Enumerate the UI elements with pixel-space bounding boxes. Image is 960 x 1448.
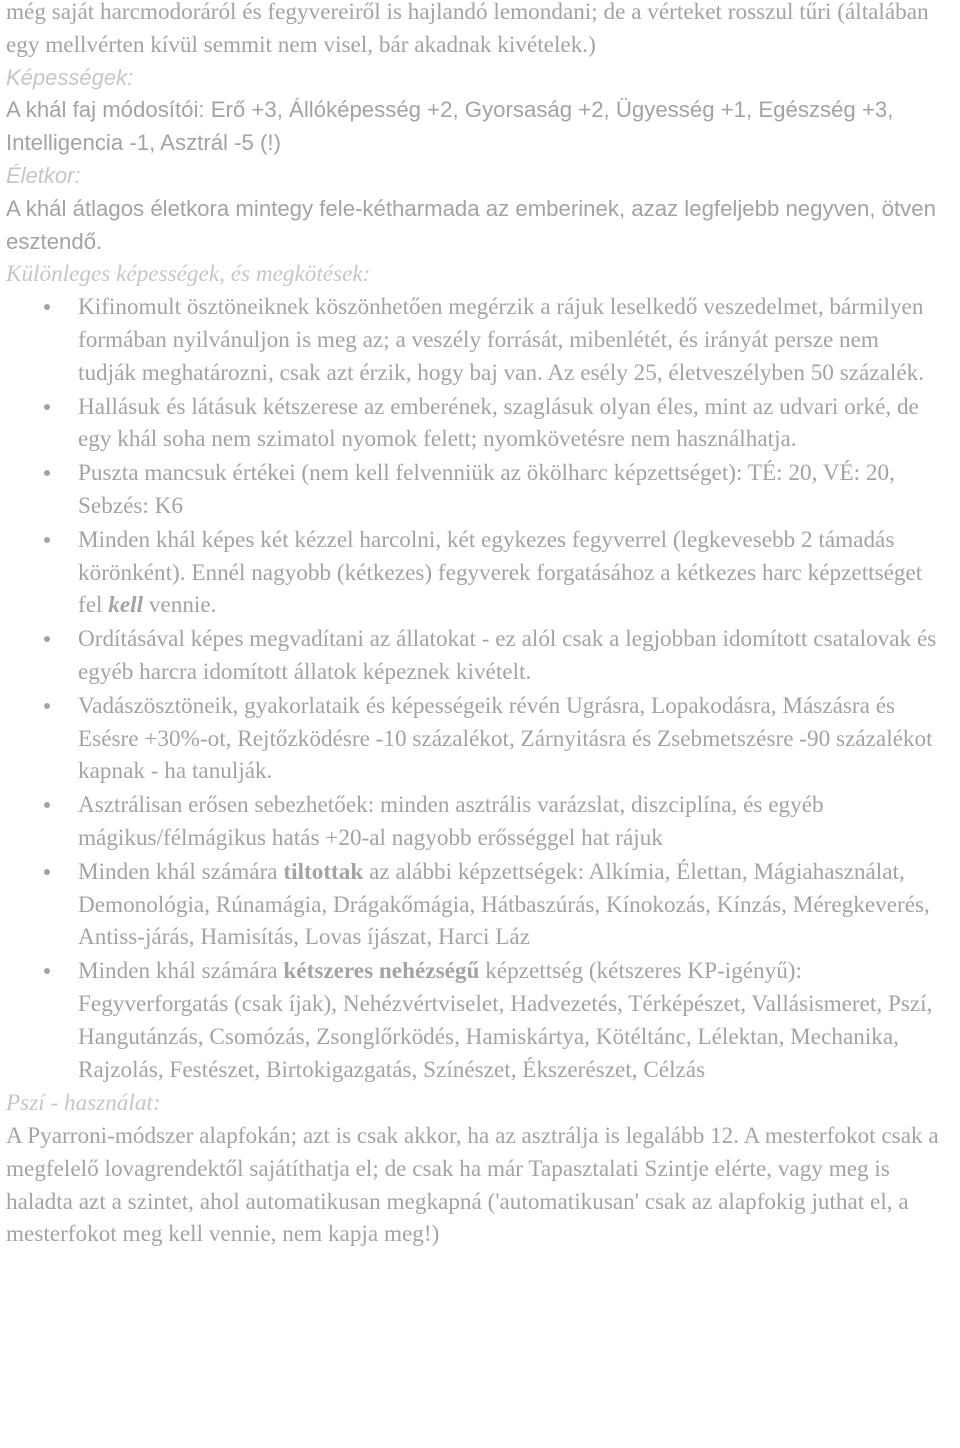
abilities-heading: Képességek: (6, 64, 134, 90)
list-item (6, 457, 942, 523)
psi-heading: Pszí - használat: (6, 1090, 161, 1117)
list-item-text-before: Minden khál számára (78, 858, 284, 885)
emphasis-text: tiltottak (283, 858, 364, 885)
emphasis-text: kétszeres nehézségű (283, 958, 480, 985)
bullet-icon (44, 470, 50, 476)
list-item-text: Vadászösztöneik, gyakorlataik és képességeik révén Ugrásra, Lopakodásra, Mászásra és Esésre +30%-ot, Rejtőzködésre -10 százalékot, Zárnyitásra és Zsebmetszésre -90 százalékot kapnak - ha tanulják. (78, 692, 933, 785)
bullet-icon (44, 703, 50, 709)
intro-paragraph: még saját harcmodoráról és fegyvereiről is hajlandó lemondani; de a vérteket rosszul tűri (általában egy mellvérten kívül semmit nem visel, bár akadnak kivételek.) (6, 0, 929, 58)
list-item-text-after: az alábbi képzettségek: Alkímia, Élettan, Mágiahasználat, Demonológia, Rúnamágia, Drágakőmágia, Hátbaszúrás, Kínokozás, Kínzás, Méregkeverés, Antiss-járás, Hamisítás, Lovas íjászat, Harci Láz (78, 858, 930, 951)
bullet-icon (44, 802, 50, 808)
list-item-text: Puszta mancsuk értékei (nem kell felvenniük az ökölharc képzettséget): TÉ: 20, VÉ: 20, Sebzés: K6 (78, 460, 895, 519)
list-item (6, 524, 942, 622)
list-item (6, 690, 942, 788)
bullet-icon (44, 537, 50, 543)
psi-paragraph: A Pyarroni-módszer alapfokán; azt is csak akkor, ha az asztrálja is legalább 12. A mesterfokot csak a megfelelő lovagrendektől sajátíthatja el; de csak ha már Tapasztalati Szintje elérte, vagy meg is haladta azt a szintet, ahol automatikusan megkapná ('automatikusan' csak az alapfokig juthat el, a mesterfokot meg kell vennie, nem kapja meg!) (6, 1123, 939, 1248)
list-item (6, 291, 942, 389)
emphasis-text: kell (108, 592, 144, 619)
list-item (6, 856, 942, 954)
special-abilities-list (6, 291, 942, 1086)
list-item-text-before: Minden khál képes két kézzel harcolni, két egykezes fegyverrel (legkevesebb 2 támadás körönként). Ennél nagyobb (kétkezes) fegyverek forgatásához a kétkezes harc képzettséget fel (78, 526, 923, 619)
bullet-icon (44, 404, 50, 410)
list-item-text-before: Minden khál számára (78, 958, 284, 985)
list-item-text: Hallásuk és látásuk kétszerese az emberének, szaglásuk olyan éles, mint az udvari orké, de egy khál soha nem szimatol nyomok felett; nyomkövetésre nem használhatja. (78, 393, 919, 453)
abilities-paragraph: A khál faj módosítói: Erő +3, Állóképesség +2, Gyorsaság +2, Ügyesség +1, Egészség +3, Intelligencia -1, Asztrál -5 (!) (6, 97, 894, 156)
list-item-text: Ordításával képes megvadítani az állatokat - ez alól csak a legjobban idomított csatalovak és egyéb harcra idomított állatok képeznek kivételt. (78, 626, 937, 685)
bullet-icon (44, 304, 50, 310)
list-item (6, 623, 942, 689)
list-item (6, 391, 942, 457)
list-item-text-after: vennie. (143, 592, 217, 619)
bullet-icon (44, 968, 50, 974)
list-item-text: Asztrálisan erősen sebezhetőek: minden asztrális varázslat, diszciplína, és egyéb mágikus/félmágikus hatás +20-al nagyobb erősséggel hat rájuk (78, 792, 824, 851)
age-heading: Életkor: (6, 162, 81, 188)
bullet-icon (44, 869, 50, 875)
list-item (6, 955, 942, 1086)
special-heading: Különleges képességek, és megkötések: (6, 261, 371, 288)
list-item (6, 789, 942, 855)
list-item-text-after: képzettség (kétszeres KP-igényű): Fegyverforgatás (csak íjak), Nehézvértviselet, Hadvezetés, Térképészet, Vallásismeret, Pszí, Hangutánzás, Csomózás, Zsonglőrködés, Hamiskártya, Kötéltánc, Lélektan, Mechanika, Rajzolás, Festészet, Birtokigazgatás, Színészet, Ékszerészet, Célzás (78, 958, 933, 1083)
age-paragraph: A khál átlagos életkora mintegy fele-kétharmada az emberinek, azaz legfeljebb negyven, ötven esztendő. (6, 195, 936, 254)
bullet-icon (44, 636, 50, 642)
list-item-text: Kifinomult ösztöneiknek köszönhetően megérzik a rájuk leselkedő veszedelmet, bármilyen formában nyilvánuljon is meg az; a veszély forrását, mibenlétét, és irányát persze nem tudják meghatározni, csak azt érzik, hogy baj van. Az esély 25, életveszélyben 50 százalék. (78, 294, 925, 386)
